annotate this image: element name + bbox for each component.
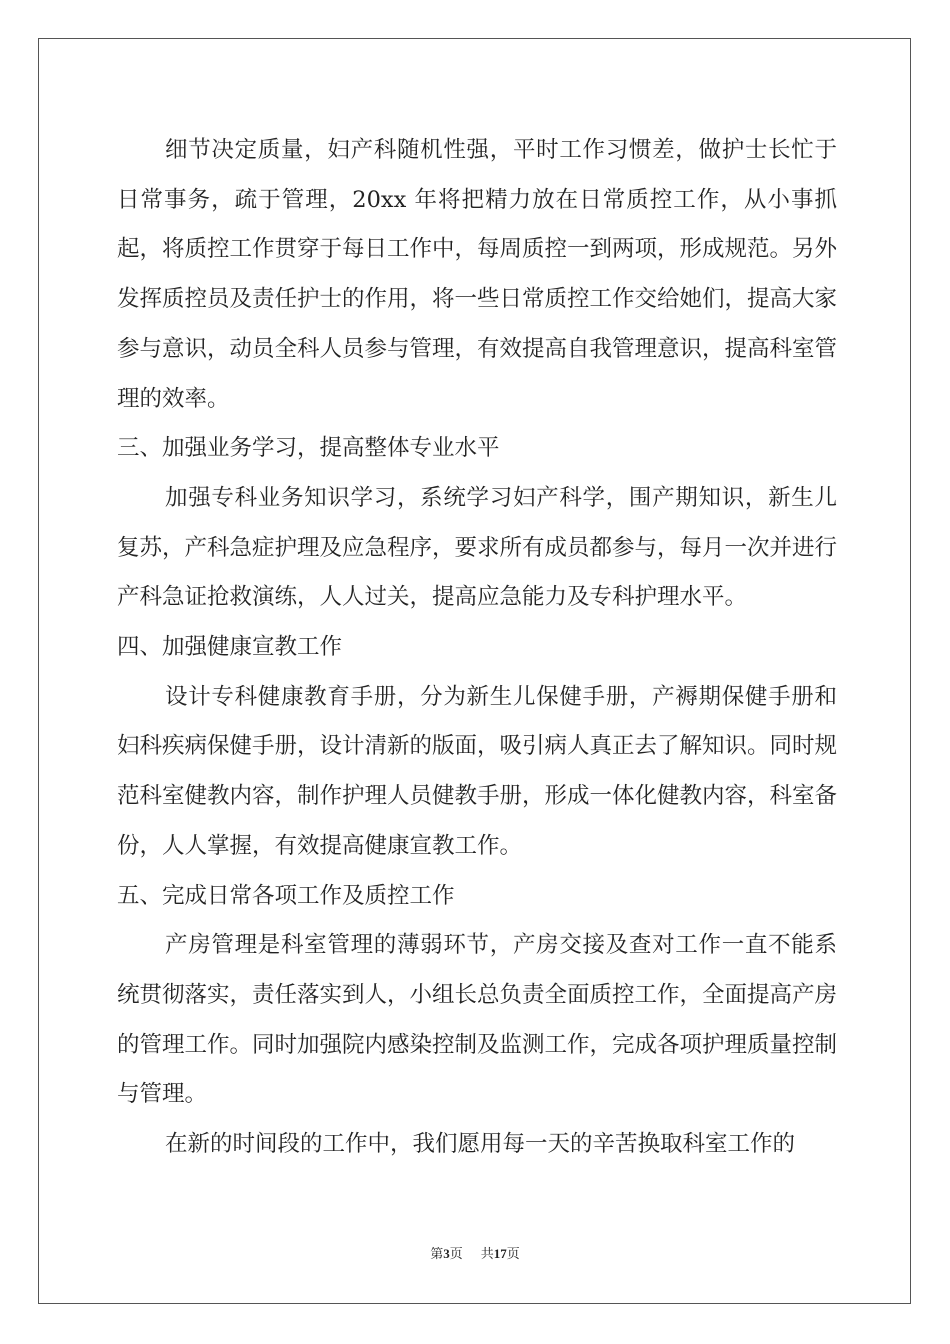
paragraph-quality-control: 细节决定质量，妇产科随机性强，平时工作习惯差，做护士长忙于日常事务，疏于管理，20xx 年将把精力放在日常质控工作，从小事抓起，将质控工作贯穿于每日工作中，每周质控一到两项，形成规范。另外发挥质控员及责任护士的作用，将一些日常质控工作交给她们，提高大家参与意识，动员全科人员参与管理，有效提高自我管理意识，提高科室管理的效率。	[117, 137, 838, 412]
document-body	[117, 126, 837, 1170]
paragraph-professional-study: 加强专科业务知识学习，系统学习妇产科学，围产期知识，新生儿复苏，产科急症护理及应急程序，要求所有成员都参与，每月一次并进行产科急证抢救演练，人人过关，提高应急能力及专科护理水平。	[117, 484, 838, 611]
total-suffix: 页	[506, 1246, 520, 1261]
paragraph-delivery-room: 产房管理是科室管理的薄弱环节，产房交接及查对工作一直不能系统贯彻落实，责任落实到人，小组长总负责全面质控工作，全面提高产房的管理工作。同时加强院内感染控制及监测工作，完成各项护理质量控制与管理。	[117, 932, 838, 1108]
section-heading-3: 三、加强业务学习，提高整体专业水平	[117, 435, 500, 462]
page-prefix: 第	[430, 1246, 444, 1261]
total-prefix: 共	[480, 1246, 494, 1261]
paragraph-closing: 在新的时间段的工作中，我们愿用每一天的辛苦换取科室工作的	[165, 1131, 796, 1158]
page-footer	[0, 1244, 950, 1264]
section-heading-5: 五、完成日常各项工作及质控工作	[117, 882, 455, 909]
section-heading-4: 四、加强健康宣教工作	[117, 634, 343, 661]
page-suffix: 页	[449, 1246, 463, 1261]
page-number: 3	[443, 1246, 450, 1261]
paragraph-health-education: 设计专科健康教育手册，分为新生儿保健手册，产褥期保健手册和妇科疾病保健手册，设计清新的版面，吸引病人真正去了解知识。同时规范科室健教内容，制作护理人员健教手册，形成一体化健教内容，科室备份，人人掌握，有效提高健康宣教工作。	[117, 683, 838, 859]
total-pages: 17	[493, 1246, 507, 1261]
